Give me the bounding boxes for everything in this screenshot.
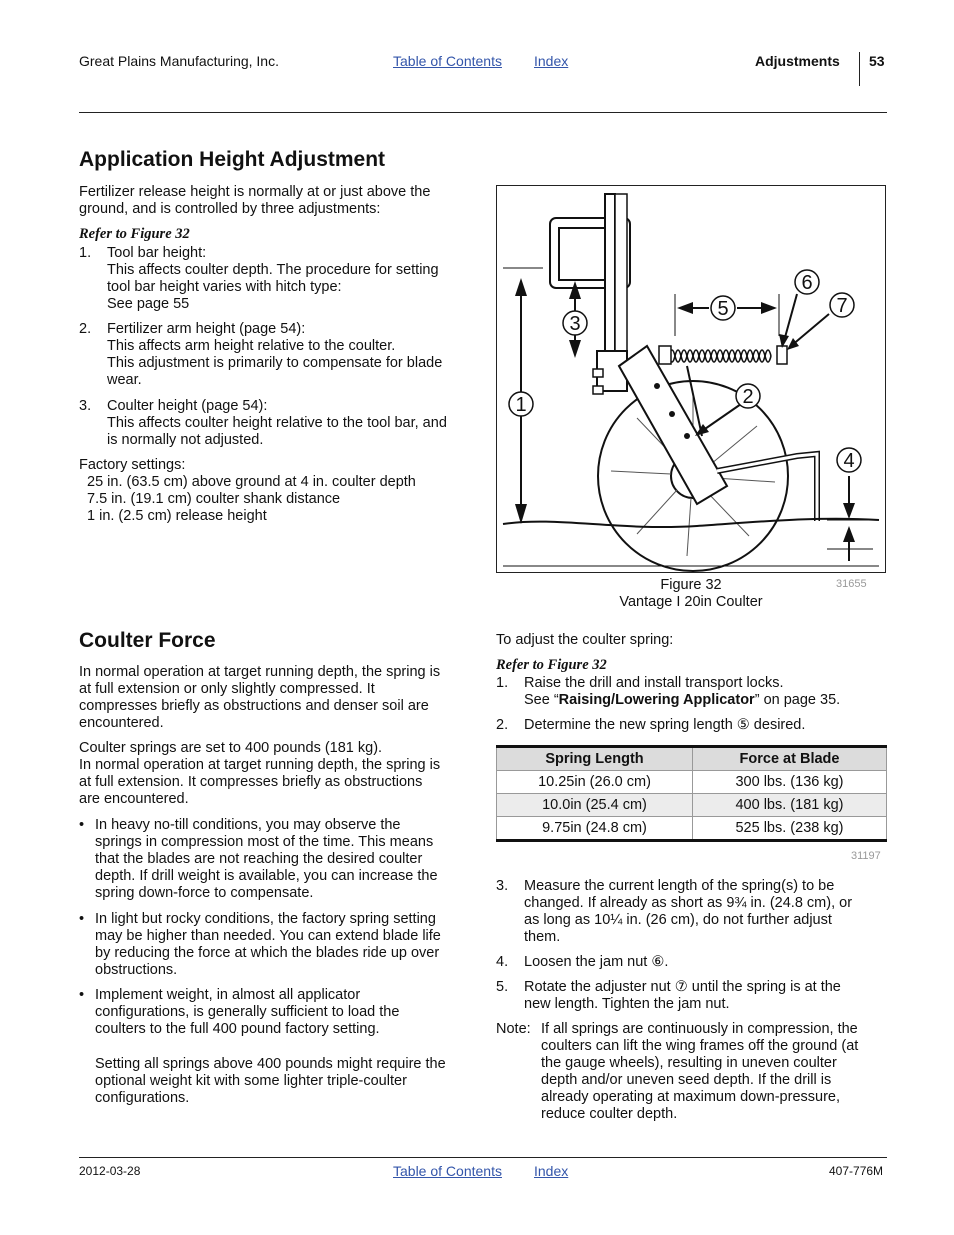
factory-setting: 25 in. (63.5 cm) above ground at 4 in. coulter depth bbox=[87, 474, 416, 490]
force-p2-line: are encountered. bbox=[79, 791, 189, 807]
header-index-link[interactable]: Index bbox=[534, 53, 569, 69]
item-2-num: 2. bbox=[79, 321, 92, 337]
step-5-num: 5. bbox=[496, 979, 509, 995]
section-title-coulter-force: Coulter Force bbox=[79, 629, 216, 652]
footer-toc-link[interactable]: Table of Contents bbox=[393, 1163, 502, 1179]
item-3-num: 3. bbox=[79, 398, 92, 414]
footer-date: 2012-03-28 bbox=[79, 1164, 141, 1178]
footer-index-link[interactable]: Index bbox=[534, 1163, 569, 1179]
table-row bbox=[497, 771, 887, 794]
force-p1-line: encountered. bbox=[79, 715, 164, 731]
note-line: reduce coulter depth. bbox=[541, 1106, 678, 1122]
header-page-number: 53 bbox=[869, 53, 885, 69]
bullet-item: • In light but rocky conditions, the factory spring setting bbox=[95, 911, 436, 928]
bullet-line: spring down-force to compensate. bbox=[95, 885, 314, 901]
figure-caption-title: Vantage I 20in Coulter bbox=[619, 594, 763, 610]
step-4-num: 4. bbox=[496, 954, 509, 970]
spring-force-table bbox=[496, 745, 887, 842]
step-4-text: Loosen the jam nut ⑥. bbox=[524, 954, 669, 970]
callout-4: 4 bbox=[843, 450, 855, 472]
item-2-line: This affects arm height relative to the coulter. bbox=[107, 338, 396, 354]
bullet-line: depth. If drill weight is available, you can increase the bbox=[95, 868, 438, 884]
table-row bbox=[497, 794, 887, 817]
callout-2: 2 bbox=[742, 386, 754, 408]
factory-heading: Factory settings: bbox=[79, 457, 186, 473]
figure-32-frame bbox=[496, 185, 886, 573]
header-section: Adjustments bbox=[755, 53, 840, 69]
factory-setting: 7.5 in. (19.1 cm) coulter shank distance bbox=[87, 491, 341, 507]
bullet-line: may be higher than needed. You can extend blade life bbox=[95, 928, 441, 944]
table-cell: 400 lbs. (181 kg) bbox=[693, 794, 887, 817]
force-p2-line: Coulter springs are set to 400 pounds (181 kg). bbox=[79, 740, 383, 756]
table-cell: 9.75in (24.8 cm) bbox=[497, 817, 693, 841]
step-1-text: Raise the drill and install transport locks. bbox=[524, 675, 784, 691]
step-3-line: them. bbox=[524, 929, 561, 945]
step-1-see bbox=[524, 692, 840, 709]
bullet-line: springs in compression most of the time. This means bbox=[95, 834, 434, 850]
app-height-refer: Refer to Figure 32 bbox=[79, 226, 190, 242]
item-3-line: is normally not adjusted. bbox=[107, 432, 264, 448]
note-label: Note: bbox=[496, 1021, 531, 1037]
bullet-extra-line: configurations. bbox=[95, 1090, 190, 1106]
bullet-line: obstructions. bbox=[95, 962, 178, 978]
bullet-line: by reducing the force at which the blades ride up over bbox=[95, 945, 440, 961]
header-rule bbox=[79, 112, 887, 113]
step-5-line: Rotate the adjuster nut ⑦ until the spring is at the bbox=[524, 979, 841, 995]
bullet-line: coulters to the full 400 pound factory setting. bbox=[95, 1021, 380, 1037]
step-3-line: Measure the current length of the spring(s) to be bbox=[524, 878, 835, 894]
factory-setting: 1 in. (2.5 cm) release height bbox=[87, 508, 267, 524]
callout-3: 3 bbox=[569, 313, 581, 335]
item-1-head: Tool bar height: bbox=[107, 245, 207, 261]
item-3-head: Coulter height (page 54): bbox=[107, 398, 268, 414]
item-1-line: See page 55 bbox=[107, 296, 190, 312]
header-divider bbox=[859, 52, 860, 86]
item-1-line: tool bar height varies with hitch type: bbox=[107, 279, 342, 295]
force-p1-line: compresses briefly as obstructions and denser soil are bbox=[79, 698, 429, 714]
step-2-text: Determine the new spring length ⑤ desired. bbox=[524, 717, 806, 733]
step-5-line: new length. Tighten the jam nut. bbox=[524, 996, 730, 1012]
table-header: Force at Blade bbox=[693, 747, 887, 771]
item-2-line: This adjustment is primarily to compensate for blade bbox=[107, 355, 443, 371]
header-toc-link[interactable]: Table of Contents bbox=[393, 53, 502, 69]
figure-id: 31655 bbox=[836, 578, 867, 590]
step-1-see-link: Raising/Lowering Applicator bbox=[558, 692, 755, 708]
table-id: 31197 bbox=[851, 850, 881, 862]
item-1-num: 1. bbox=[79, 245, 92, 261]
note-line: already operating at maximum down-pressure, bbox=[541, 1089, 840, 1105]
section-title-application-height: Application Height Adjustment bbox=[79, 148, 386, 171]
footer-doc-number: 407-776M bbox=[829, 1164, 884, 1178]
table-cell: 10.0in (25.4 cm) bbox=[497, 794, 693, 817]
item-1-line: This affects coulter depth. The procedure for setting bbox=[107, 262, 439, 278]
force-p2-line: at full extension. It compresses briefly as obstructions bbox=[79, 774, 423, 790]
bullet-extra-line: Setting all springs above 400 pounds might require the bbox=[95, 1056, 446, 1072]
bullet-line: that the blades are not reaching the desired coulter bbox=[95, 851, 423, 867]
table-cell: 525 lbs. (238 kg) bbox=[693, 817, 887, 841]
bullet-extra-line: optional weight kit with some lighter triple-coulter bbox=[95, 1073, 407, 1089]
force-p1-line: In normal operation at target running depth, the spring is bbox=[79, 664, 441, 680]
table-row bbox=[497, 817, 887, 841]
force-p2-line: In normal operation at target running depth, the spring is bbox=[79, 757, 441, 773]
item-2-line: wear. bbox=[107, 372, 142, 388]
item-2-head: Fertilizer arm height (page 54): bbox=[107, 321, 306, 337]
step-1-see-post: ” on page 35. bbox=[754, 692, 841, 708]
figure-caption-number: Figure 32 bbox=[660, 577, 722, 593]
step-1-see-pre: See “ bbox=[524, 692, 559, 708]
table-cell: 10.25in (26.0 cm) bbox=[497, 771, 693, 794]
adjust-intro: To adjust the coulter spring: bbox=[496, 632, 674, 648]
callout-7: 7 bbox=[836, 295, 848, 317]
note-line: depth and/or uneven seed depth. If the drill is bbox=[541, 1072, 832, 1088]
app-height-intro: Fertilizer release height is normally at or just above the ground, and is controlled by three adjustments: bbox=[79, 184, 431, 217]
adjust-refer: Refer to Figure 32 bbox=[496, 657, 607, 673]
bullet-item: • Implement weight, in almost all applicator bbox=[95, 987, 360, 1004]
footer-rule bbox=[79, 1157, 887, 1158]
force-p1-line: at full extension or only slightly compressed. It bbox=[79, 681, 375, 697]
note-line: coulters can lift the wing frames off the ground (at bbox=[541, 1038, 859, 1054]
table-header-row bbox=[497, 747, 887, 771]
callout-6: 6 bbox=[801, 272, 813, 294]
step-3-line: changed. If already as short as 9¾ in. (24.8 cm), or bbox=[524, 895, 853, 911]
step-2-num: 2. bbox=[496, 717, 509, 733]
step-3-line: as long as 10¼ in. (26 cm), do not further adjust bbox=[524, 912, 832, 928]
note-line: the gauge wheels), resulting in uneven coulter bbox=[541, 1055, 837, 1071]
item-3-line: This affects coulter height relative to the tool bar, and bbox=[107, 415, 447, 431]
note-line: If all springs are continuously in compression, the bbox=[541, 1021, 858, 1037]
table-header: Spring Length bbox=[497, 747, 693, 771]
bullet-item: • In heavy no-till conditions, you may observe the bbox=[95, 817, 400, 834]
table-cell: 300 lbs. (136 kg) bbox=[693, 771, 887, 794]
bullet-line: configurations, is generally sufficient to load the bbox=[95, 1004, 400, 1020]
step-3-num: 3. bbox=[496, 878, 509, 894]
callout-1: 1 bbox=[515, 394, 527, 416]
coulter-diagram bbox=[497, 186, 885, 572]
step-1-num: 1. bbox=[496, 675, 509, 691]
callout-5: 5 bbox=[717, 298, 729, 320]
header-company: Great Plains Manufacturing, Inc. bbox=[79, 53, 279, 69]
